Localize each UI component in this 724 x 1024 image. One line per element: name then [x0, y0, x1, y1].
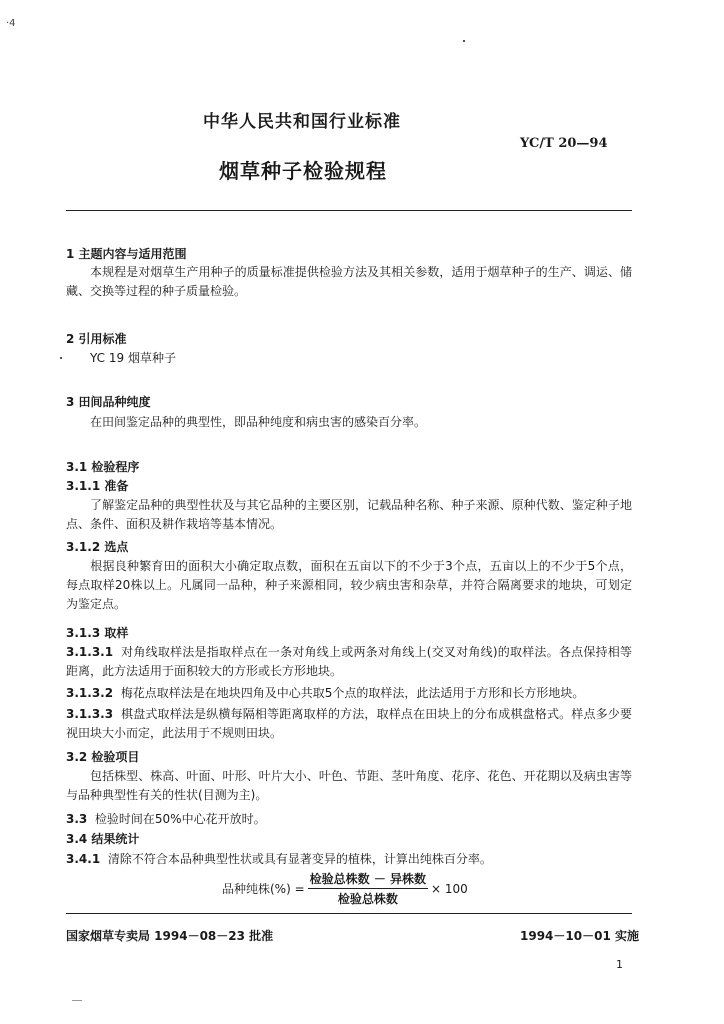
- section-1-heading: 1 主题内容与适用范围: [66, 247, 187, 261]
- section-3-2-body: [66, 767, 632, 805]
- section-3-body: 在田间鉴定品种的典型性，即品种纯度和病虫害的感染百分率。: [90, 415, 427, 429]
- section-3-1-1-heading: 3.1.1 准备: [66, 479, 129, 493]
- section-3-3-text: 检验时间在50%中心花开放时。: [94, 812, 266, 826]
- section-3-1-2-body: [66, 557, 632, 614]
- section-3-1-3-2-number: 3.1.3.2: [66, 686, 114, 700]
- section-3-4-1-text: 清除不符合本品种典型性状或具有显著变异的植株，计算出纯株百分率。: [107, 852, 492, 866]
- approval-line: 国家烟草专卖局 1994－08－23 批准: [66, 929, 274, 943]
- national-standard-title: 中华人民共和国行业标准: [203, 112, 401, 132]
- scan-speck: [60, 357, 62, 359]
- scan-speck: [463, 40, 465, 42]
- section-3-1-1-text: 了解鉴定品种的典型性状及与其它品种的主要区别，记载品种名称、种子来源、原种代数、鉴定种子地点、条件、面积及耕作栽培等基本情况。: [66, 498, 632, 531]
- section-3-1-2-heading: 3.1.2 选点: [66, 540, 129, 554]
- section-3-3: [66, 810, 266, 827]
- section-3-1-3-3-text: 棋盘式取样法是纵横每隔相等距离取样的方法，取样点在田块上的分布成棋盘格式。样点多少要视田块大小而定，此法用于不规则田块。: [66, 707, 632, 740]
- formula-numerator: 检验总株数 － 异株数: [308, 870, 428, 889]
- section-3-1-2-text: 根据良种繁育田的面积大小确定取点数，面积在五亩以下的不少于3个点，五亩以上的不少于5个点，每点取样20株以上。凡属同一品种，种子来源相同，较少病虫害和杂草，并符合隔离要求的地块，可划定为鉴定点。: [66, 559, 632, 611]
- section-3-1-3-1-number: 3.1.3.1: [66, 645, 114, 659]
- footer-rule: [66, 913, 632, 914]
- section-3-1-3-3-body: [66, 705, 632, 743]
- formula-multiplier: × 100: [431, 881, 468, 896]
- section-2-heading: 2 引用标准: [66, 332, 127, 346]
- section-3-1-3-1-body: [66, 643, 632, 681]
- section-1-body: [66, 263, 632, 301]
- section-3-1-3-heading: 3.1.3 取样: [66, 626, 129, 640]
- section-3-1-3-3-number: 3.1.3.3: [66, 707, 114, 721]
- section-3-1-3-2-text: 梅花点取样法是在地块四角及中心共取5个点的取样法，此法适用于方形和长方形地块。: [120, 686, 585, 700]
- section-3-heading: 3 田间品种纯度: [66, 395, 151, 409]
- purity-formula: [222, 870, 468, 907]
- section-1-text: 本规程是对烟草生产用种子的质量标准提供检验方法及其相关参数，适用于烟草种子的生产、调运、储藏、交换等过程的种子质量检验。: [66, 265, 632, 298]
- section-3-4-heading: 3.4 结果统计: [66, 832, 140, 846]
- header-rule: [66, 210, 632, 211]
- section-3-4-1: [66, 850, 492, 867]
- section-3-2-heading: 3.2 检验项目: [66, 750, 140, 764]
- page-number: 1: [616, 958, 623, 971]
- section-2-body: YC 19 烟草种子: [90, 351, 176, 365]
- section-3-1-3-1-text: 对角线取样法是指取样点在一条对角线上或两条对角线上(交叉对角线)的取样法。各点保持相等距离，此方法适用于面积较大的方形或长方形地块。: [66, 645, 632, 678]
- corner-mark: ·4: [6, 18, 16, 29]
- formula-denominator: 检验总株数: [337, 892, 398, 906]
- section-3-2-text: 包括株型、株高、叶面、叶形、叶片大小、叶色、节距、茎叶角度、花序、花色、开花期以及病虫害等与品种典型性有关的性状(目测为主)。: [66, 769, 632, 802]
- section-3-1-heading: 3.1 检验程序: [66, 460, 140, 474]
- implementation-date: 1994－10－01 实施: [520, 929, 639, 943]
- document-title: 烟草种子检验规程: [219, 159, 387, 183]
- formula-fraction: [308, 870, 428, 907]
- scan-speck: [72, 1000, 82, 1001]
- section-3-1-1-body: [66, 496, 632, 534]
- section-3-1-3-2-body: [66, 684, 632, 703]
- standard-code: YC/T 20—94: [520, 136, 608, 151]
- section-3-3-number: 3.3: [66, 812, 88, 826]
- formula-lhs: 品种纯株(%) =: [222, 882, 305, 896]
- section-3-4-1-number: 3.4.1: [66, 852, 101, 866]
